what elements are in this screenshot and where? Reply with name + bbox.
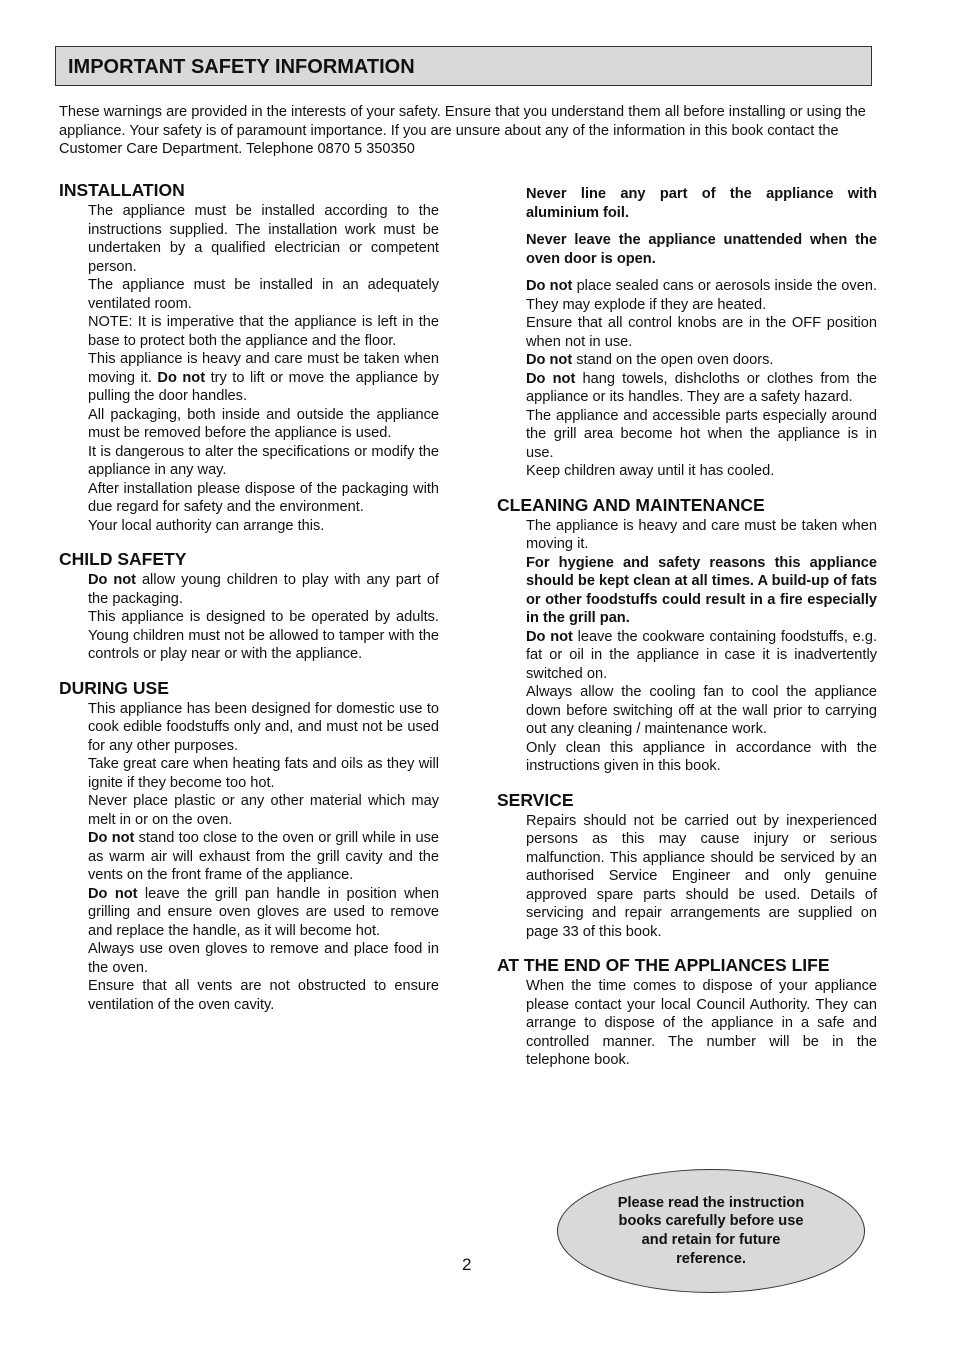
during-use-paragraph: Never place plastic or any other material which may melt in or on the oven. (88, 793, 439, 828)
installation-paragraph: After installation please dispose of the packaging with due regard for safety and the environment. (88, 480, 439, 515)
during-use-heading: DURING USE (59, 677, 169, 698)
emphasis-text: Do not (157, 369, 206, 386)
during-use-paragraph (88, 885, 439, 941)
service-paragraph: Repairs should not be carried out by inexperienced persons as this may cause injury or serious malfunction. This appliance should be serviced by an authorised Service Engineer and only genuine approved spare parts should be used. Details of servicing and repair arrangements are supplied on page 33 of this book. (526, 812, 877, 940)
reminder-note-text: Please read the instruction books carefully before use and retain for future reference. (617, 1194, 805, 1267)
paragraph-text: leave the grill pan handle in position when grilling and ensure oven gloves are used to remove and replace the handle, as it will become hot. (88, 885, 439, 939)
cleaning-paragraph (526, 628, 877, 684)
warning-paragraph: Never line any part of the appliance with aluminium foil. (526, 186, 877, 221)
during-use-paragraph: Always use oven gloves to remove and place food in the oven. (88, 941, 439, 976)
cleaning-paragraph: For hygiene and safety reasons this appliance should be kept clean at all times. A build-up of fats or other foodstuffs could result in a fire especially in the grill pan. (526, 554, 877, 626)
right-column (497, 185, 877, 1070)
service-heading: SERVICE (497, 789, 574, 810)
paragraph-text: allow young children to play with any part of the packaging. (88, 572, 439, 607)
paragraph-text: stand on the open oven doors. (572, 352, 774, 368)
page-title: IMPORTANT SAFETY INFORMATION (68, 56, 415, 78)
emphasis-text: Do not (88, 572, 137, 588)
installation-section (59, 178, 439, 535)
child-safety-paragraph: This appliance is designed to be operated by adults. Young children must not be allowed to tamper with the controls or play near or with the appliance. (88, 609, 439, 662)
child-safety-section (59, 547, 439, 664)
during-use-paragraph: Take great care when heating fats and oils as they will ignite if they become too hot. (88, 756, 439, 791)
cleaning-paragraph: Always allow the cooling fan to cool the appliance down before switching off at the wall prior to carrying out any cleaning / maintenance work. (526, 684, 877, 737)
cleaning-heading: CLEANING AND MAINTENANCE (497, 494, 765, 515)
child-safety-heading: CHILD SAFETY (59, 549, 187, 569)
emphasis-text: Do not (526, 278, 573, 294)
during-use-paragraph: The appliance and accessible parts especially around the grill area become hot when the appliance is in use. (526, 407, 877, 461)
cleaning-section (497, 493, 877, 776)
end-of-life-paragraph: When the time comes to dispose of your appliance please contact your local Council Authority. They can arrange to dispose of the appliance in a safe and controlled manner. The number will be in the telephone book. (526, 978, 877, 1068)
intro-paragraph: These warnings are provided in the interests of your safety. Ensure that you understand them all before installing or using the appliance. Your safety is of paramount importance. If you are unsure about any of the information in this book contact the Customer Care Department. Telephone 0870 5 350350 (59, 104, 866, 158)
installation-paragraph: NOTE: It is imperative that the appliance is left in the base to protect both the appliance and the floor. (88, 314, 439, 349)
child-safety-paragraph (88, 571, 439, 608)
during-use-paragraph: Keep children away until it has cooled. (526, 463, 775, 479)
end-of-life-section (497, 953, 877, 1070)
during-use-paragraph (526, 370, 877, 407)
installation-paragraph (88, 350, 439, 406)
emphasis-text: Do not (88, 885, 138, 902)
installation-paragraph: All packaging, both inside and outside the appliance must be removed before the appliance is used. (88, 406, 439, 441)
installation-paragraph: The appliance must be installed according to the instructions supplied. The installation work must be undertaken by a qualified electrician or competent person. (88, 203, 439, 275)
installation-paragraph: It is dangerous to alter the specifications or modify the appliance in any way. (88, 443, 439, 478)
paragraph-text: hang towels, dishcloths or clothes from the appliance or its handles. They are a safety hazard. (526, 370, 878, 405)
paragraph-text: stand too close to the oven or grill while in use as warm air will exhaust from the grill cavity and the vents on the front frame of the appliance. (88, 830, 439, 883)
reminder-note (557, 1169, 865, 1293)
installation-paragraph: The appliance must be installed in an adequately ventilated room. (88, 277, 439, 312)
paragraph-text: This appliance is heavy and care must be taken when moving it. (88, 351, 439, 386)
title-bar (55, 46, 872, 86)
page-number: 2 (462, 1255, 472, 1274)
paragraph-text: try to lift or move the appliance by pulling the door handles. (88, 369, 439, 404)
during-use-paragraph: Ensure that all control knobs are in the OFF position when not in use. (526, 315, 877, 350)
emphasis-text: Do not (88, 830, 135, 846)
paragraph-text: place sealed cans or aerosols inside the oven. They may explode if they are heated. (526, 278, 877, 313)
service-section (497, 788, 877, 942)
left-column (59, 178, 439, 1014)
installation-paragraph: Your local authority can arrange this. (88, 517, 325, 534)
during-use-paragraph (526, 277, 877, 314)
during-use-paragraph (88, 829, 439, 885)
during-use-section (59, 676, 439, 1015)
during-use-paragraph: This appliance has been designed for domestic use to cook edible foodstuffs only and, and must not be used for any other purposes. (88, 700, 439, 754)
emphasis-text: Do not (526, 352, 573, 368)
end-of-life-heading: AT THE END OF THE APPLIANCES LIFE (497, 955, 830, 975)
paragraph-text: leave the cookware containing foodstuffs, e.g. fat or oil in the appliance in case it is inadvertently switched on. (526, 628, 878, 682)
during-use-paragraph: Ensure that all vents are not obstructed to ensure ventilation of the oven cavity. (88, 978, 439, 1013)
emphasis-text: Do not (526, 628, 573, 645)
during-use-continued-section (497, 185, 877, 481)
cleaning-paragraph: The appliance is heavy and care must be taken when moving it. (526, 517, 877, 552)
during-use-paragraph (526, 351, 877, 370)
cleaning-paragraph: Only clean this appliance in accordance with the instructions given in this book. (526, 739, 877, 774)
warning-paragraph: Never leave the appliance unattended when the oven door is open. (526, 232, 877, 267)
installation-heading: INSTALLATION (59, 180, 185, 200)
emphasis-text: Do not (526, 370, 576, 387)
